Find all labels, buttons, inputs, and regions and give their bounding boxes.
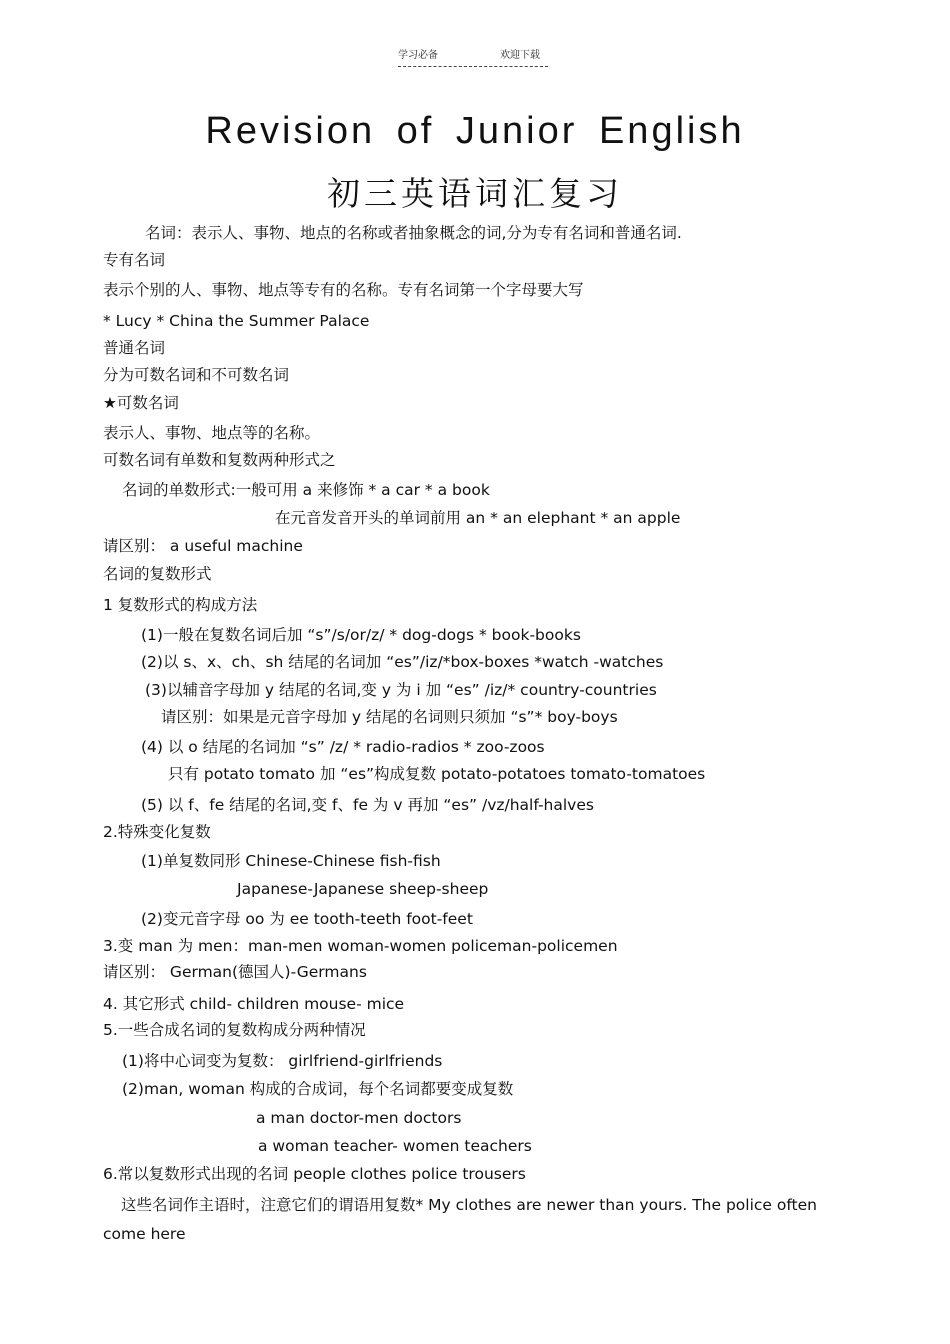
example-line: * Lucy * China the Summer Palace [103,312,370,330]
body-line: 分为可数名词和不可数名词 [103,366,290,384]
rule-line: 只有 potato tomato 加 “es”构成复数 potato-potatoes tomato-tomatoes [168,765,706,783]
rule-line: 请区别：如果是元音字母加 y 结尾的名词则只须加 “s”* boy-boys [161,708,618,726]
body-line: 在元音发音开头的单词前用 an * an elephant * an apple [275,509,681,527]
header-right-text: 欢迎下载 [500,50,540,61]
title-english: Revision of Junior English [205,110,745,152]
rule-line: (2)变元音字母 oo 为 ee tooth-teeth foot-feet [141,910,473,928]
section-heading: 普通名词 [103,339,166,357]
rule-line: Japanese-Japanese sheep-sheep [237,880,489,898]
body-line: 这些名词作主语时，注意它们的谓语用复数* My clothes are newer than yours. The police often come here [103,1196,817,1243]
body-line: 请区别： German(德国人)-Germans [103,963,367,981]
rule-line: (2)以 s、x、ch、sh 结尾的名词加 “es”/iz/*box-boxes *watch -watches [141,653,664,671]
section-heading: ★可数名词 [103,394,179,412]
section-heading: 名词的复数形式 [103,565,212,583]
section-heading: 4. 其它形式 child- children mouse- mice [103,995,405,1013]
example-line: a man doctor-men doctors [256,1109,462,1127]
rule-line: (2)man, woman 构成的合成词，每个名词都要变成复数 [122,1080,514,1098]
rule-line: (1)将中心词变为复数： girlfriend-girlfriends [122,1052,443,1070]
section-heading: 6.常以复数形式出现的名词 people clothes police trousers [103,1165,526,1183]
body-line: 名词：表示人、事物、地点的名称或者抽象概念的词,分为专有名词和普通名词. [145,224,682,242]
section-heading: 1 复数形式的构成方法 [103,596,258,614]
section-heading: 专有名词 [103,251,166,269]
body-line: 名词的单数形式:一般可用 a 来修饰 * a car * a book [122,481,490,499]
rule-line: (5) 以 f、fe 结尾的名词,变 f、fe 为 v 再加 “es” /vz/half-halves [141,796,594,814]
section-heading: 3.变 man 为 men：man-men woman-women policeman-policemen [103,937,618,955]
rule-line: (1)单复数同形 Chinese-Chinese fish-fish [141,852,441,870]
body-line: 表示个别的人、事物、地点等专有的名称。专有名词第一个字母要大写 [103,281,584,299]
example-line: a woman teacher- women teachers [258,1137,532,1155]
body-line: 请区别： a useful machine [103,537,303,555]
body-line: 可数名词有单数和复数两种形式之 [103,451,336,469]
page-header [398,44,548,67]
section-heading: 2.特殊变化复数 [103,823,211,841]
rule-line: (4) 以 o 结尾的名词加 “s” /z/ * radio-radios * zoo-zoos [141,738,545,756]
section-heading: 5.一些合成名词的复数构成分两种情况 [103,1021,366,1039]
title-chinese: 初三英语词汇复习 [327,174,623,213]
header-left-text: 学习必备 [398,50,438,61]
rule-line: (1)一般在复数名词后加 “s”/s/or/z/ * dog-dogs * book-books [141,626,581,644]
rule-line: (3)以辅音字母加 y 结尾的名词,变 y 为 i 加 “es” /iz/* country-countries [145,681,657,699]
body-line: 表示人、事物、地点等的名称。 [103,424,321,442]
